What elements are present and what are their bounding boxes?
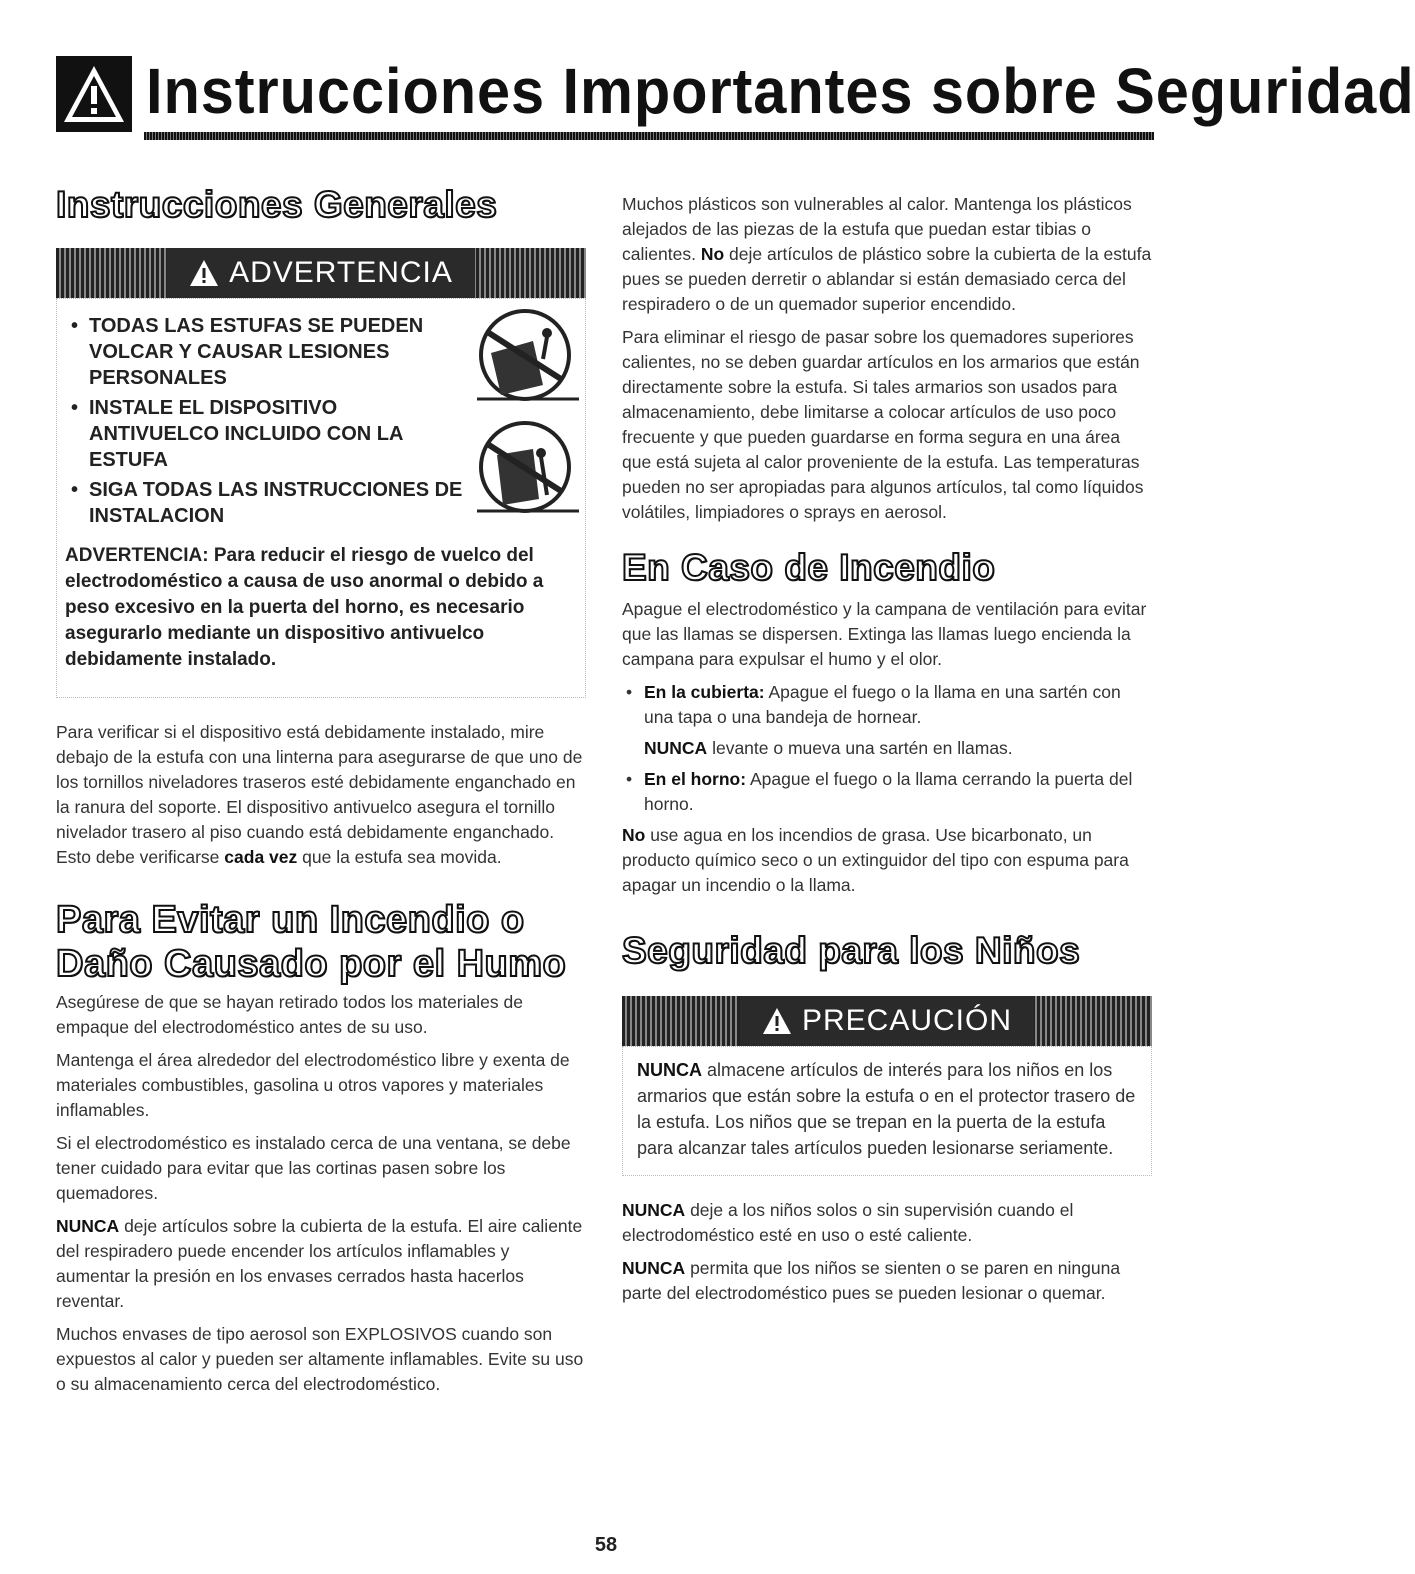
- paragraph: NUNCA permita que los niños se sienten o se paren en ninguna parte del electrodoméstico pues se pueden lesionar o quemar.: [622, 1258, 1121, 1303]
- caution-banner-label: PRECAUCIÓN: [801, 1004, 1013, 1037]
- fire-prevention-heading: Para Evitar un Incendio o Daño Causado por el Humo: [56, 899, 567, 985]
- paragraph: Para eliminar el riesgo de pasar sobre los quemadores superiores calientes, no se deben guardar artículos en los armarios que están directamente sobre la estufa. Si tales armarios son usados para almacenamiento, debe limitarse a colocar artículos de uso poco frecuente y que pueden guardarse en forma segura en una área que está sujeta al calor proveniente de la estufa. Las temperaturas pueden no ser apropiadas para algunos artículos, tal como líquidos volátiles, limpiadores o sprays en aerosol.: [622, 327, 1144, 522]
- warning-item: • TODAS LAS ESTUFAS SE PUEDEN VOLCAR Y CAUSAR LESIONES PERSONALES: [65, 313, 465, 391]
- alert-triangle-icon: [189, 259, 219, 287]
- left-column: [56, 184, 586, 1405]
- paragraph: No use agua en los incendios de grasa. Use bicarbonato, un producto químico seco o un extinguidor del tipo con espuma para apagar un incendio o la llama.: [622, 825, 1129, 895]
- paragraph: Muchos plásticos son vulnerables al calor. Mantenga los plásticos alejados de las piezas de la estufa que puedan estar tibias o calientes. No deje artículos de plástico sobre la cubierta de la estufa pues se pueden derretir o ablandar si están demasiado cerca del respiradero o de un quemador superior encendido.: [622, 194, 1152, 314]
- anti-tip-bracket-icon: [467, 421, 585, 517]
- paragraph: NUNCA deje artículos sobre la cubierta de la estufa. El aire caliente del respiradero puede encender los artículos inflamables y aumentar la presión en los envases cerrados hasta hacerlos reventar.: [56, 1216, 583, 1311]
- warning-item: • INSTALE EL DISPOSITIVO ANTIVUELCO INCLUIDO CON LA ESTUFA: [65, 395, 465, 473]
- warning-item: • SIGA TODAS LAS INSTRUCCIONES DE INSTALACION: [65, 477, 465, 529]
- paragraph: Asegúrese de que se hayan retirado todos los materiales de empaque del electrodoméstico antes de su uso.: [56, 992, 523, 1037]
- fire-bullets: [622, 680, 1152, 817]
- page-title: Instrucciones Importantes sobre Seguridad: [146, 55, 1415, 127]
- emphasis-text: cada vez: [224, 847, 298, 867]
- warning-panel: [56, 298, 586, 698]
- caution-panel: NUNCA almacene artículos de interés para los niños en los armarios que están sobre la estufa o en el protector trasero de la estufa. Los niños que se trepan en la puerta de la estufa para alcanzar tales artículos pueden lesionarse seriamente.: [622, 1046, 1152, 1176]
- list-item: • En el horno: Apague el fuego o la llama cerrando la puerta del horno.: [622, 767, 1152, 817]
- warning-list: [65, 313, 465, 529]
- advertencia-label: ADVERTENCIA:: [65, 545, 209, 566]
- title-underline: [144, 132, 1154, 140]
- children-heading: Seguridad para los Niños: [622, 930, 1081, 971]
- paragraph: NUNCA deje a los niños solos o sin supervisión cuando el electrodoméstico esté en uso o esté caliente.: [622, 1200, 1074, 1245]
- tipping-stove-icon: [467, 309, 585, 405]
- alert-triangle-icon: [762, 1007, 792, 1035]
- page-header: [56, 48, 1415, 140]
- verify-paragraph: Para verificar si el dispositivo está debidamente instalado, mire debajo de la estufa con una linterna para asegurarse de que uno de los tornillos niveladores traseros esté debidamente enganchado en la ranura del soporte. El dispositivo antivuelco asegura el tornillo nivelador trasero al piso cuando está debidamente enganchado. Esto debe verificarse cada vez que la estufa sea movida.: [56, 722, 583, 867]
- caution-banner: [622, 996, 1152, 1046]
- advertencia-paragraph: [65, 543, 577, 673]
- fire-case-heading: En Caso de Incendio: [622, 547, 996, 588]
- advertencia-text: Para reducir el riesgo de vuelco del electrodoméstico a causa de uso anormal o debido a peso excesivo en la puerta del horno, es necesario asegurarlo mediante un dispositivo antivuelco debidamente instalado.: [65, 545, 544, 670]
- paragraph: Muchos envases de tipo aerosol son EXPLOSIVOS cuando son expuestos al calor y pueden ser altamente inflamables. Evite su uso o su almacenamiento cerca del electrodoméstico.: [56, 1324, 584, 1394]
- paragraph: Si el electrodoméstico es instalado cerca de una ventana, se debe tener cuidado para evitar que las cortinas pasen sobre los quemadores.: [56, 1133, 571, 1203]
- right-column: [622, 192, 1152, 1314]
- page-number: 58: [594, 1534, 618, 1556]
- warning-banner: [56, 248, 586, 298]
- paragraph: Apague el electrodoméstico y la campana de ventilación para evitar que las llamas se dispersen. Extinga las llamas luego encienda la campana para expulsar el humo y el olor.: [622, 599, 1147, 669]
- paragraph: Mantenga el área alrededor del electrodoméstico libre y exenta de materiales combustibles, gasolina u otros vapores y materiales inflamables.: [56, 1050, 570, 1120]
- general-heading: Instrucciones Generales: [56, 184, 498, 225]
- warning-banner-label: ADVERTENCIA: [229, 256, 453, 289]
- list-item: • En la cubierta: Apague el fuego o la llama en una sartén con una tapa o una bandeja de hornear. NUNCA levante o mueva una sartén en llamas.: [622, 680, 1152, 761]
- warning-triangle-icon: [56, 56, 132, 132]
